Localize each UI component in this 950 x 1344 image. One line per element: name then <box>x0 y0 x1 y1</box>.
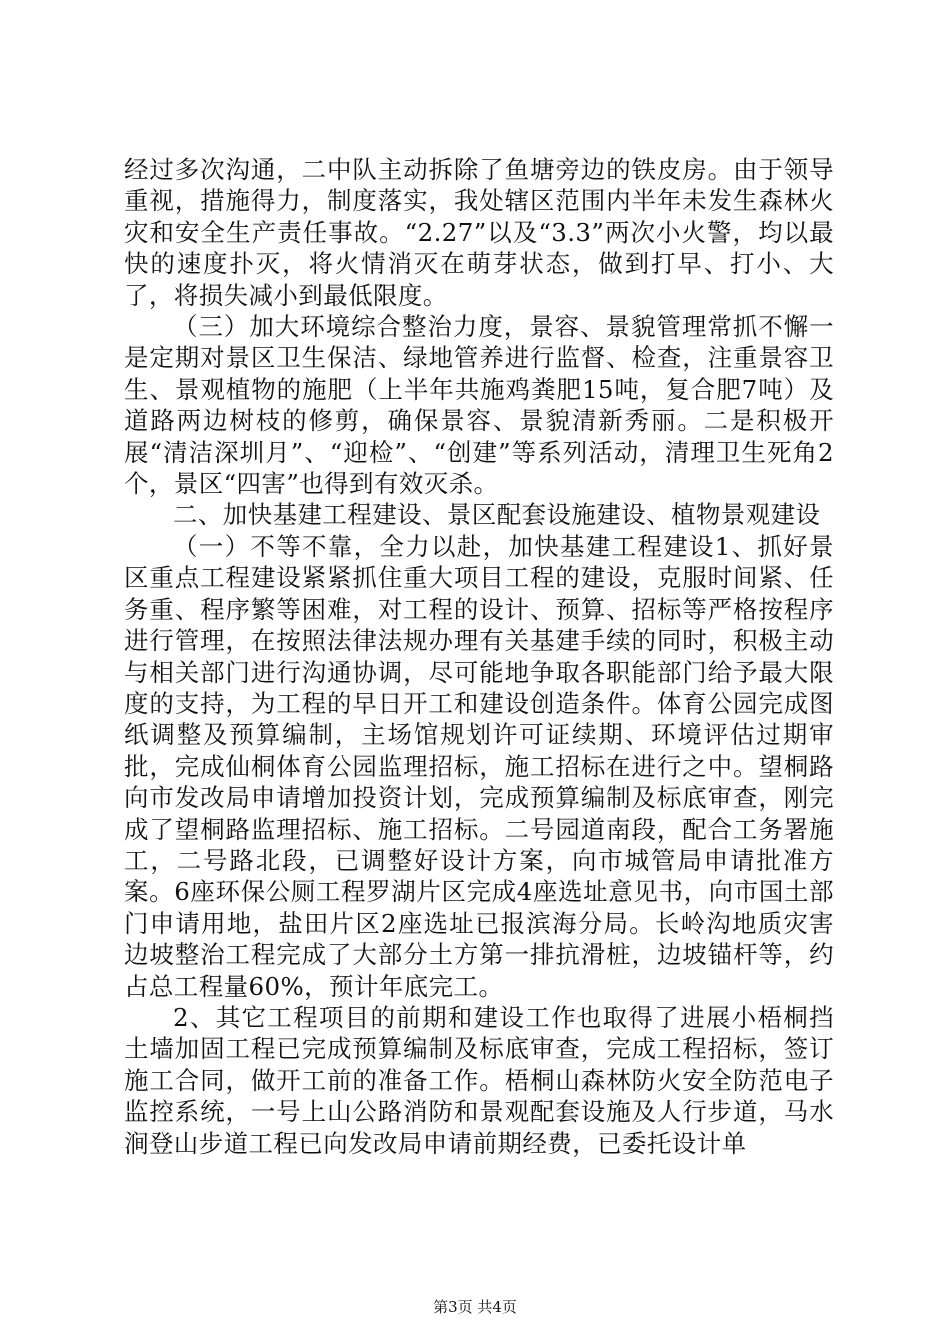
paragraph-4: 2、其它工程项目的前期和建设工作也取得了进展小梧桐挡土墙加固工程已完成预算编制及标底审查，完成工程招标，签订施工合同，做开工前的准备工作。梧桐山森林防火安全防范电子监控系统，一号上山公路消防和景观配套设施及人行步道，马水涧登山步道工程已向发改局申请前期经费，已委托设计单 <box>124 1002 834 1158</box>
document-body <box>124 154 834 1159</box>
paragraph-1: 经过多次沟通，二中队主动拆除了鱼塘旁边的铁皮房。由于领导重视，措施得力，制度落实，我处辖区范围内半年未发生森林火灾和安全生产责任事故。“2.27”以及“3.3”两次小火警，均以最快的速度扑灭，将火情消灭在萌芽状态，做到打早、打小、大了，将损失减小到最低限度。 <box>124 155 834 310</box>
paragraph-2: （三）加大环境综合整治力度，景容、景貌管理常抓不懈一是定期对景区卫生保洁、绿地管养进行监督、检查，注重景容卫生、景观植物的施肥（上半年共施鸡粪肥15吨，复合肥7吨）及道路两边树枝的修剪，确保景容、景貌清新秀丽。二是积极开展“清洁深圳月”、“迎检”、“创建”等系列活动，清理卫生死角2个，景区“四害”也得到有效灭杀。 <box>124 312 834 499</box>
page-number-footer: 第3页 共4页 <box>433 1298 517 1316</box>
paragraph-3: （一）不等不靠，全力以赴，加快基建工程建设1、抓好景区重点工程建设紧紧抓住重大项目工程的建设，克服时间紧、任务重、程序繁等困难，对工程的设计、预算、招标等严格按程序进行管理，在按照法律法规办理有关基建手续的同时，积极主动与相关部门进行沟通协调，尽可能地争取各职能部门给予最大限度的支持，为工程的早日开工和建设创造条件。体育公园完成图纸调整及预算编制，主场馆规划许可证续期、环境评估过期审批，完成仙桐体育公园监理招标，施工招标在进行之中。望桐路向市发改局申请增加投资计划，完成预算编制及标底审查，刚完成了望桐路监理招标、施工招标。二号园道南段，配合工务署施工，二号路北段，已调整好设计方案，向市城管局申请批准方案。6座环保公厕工程罗湖片区完成4座选址意见书，向市国土部门申请用地，盐田片区2座选址已报滨海分局。长岭沟地质灾害边坡整治工程完成了大部分土方第一排抗滑桩，边坡锚杆等，约占总工程量60%，预计年底完工。 <box>124 531 834 1001</box>
section-heading: 二、加快基建工程建设、景区配套设施建设、植物景观建设 <box>173 500 821 530</box>
